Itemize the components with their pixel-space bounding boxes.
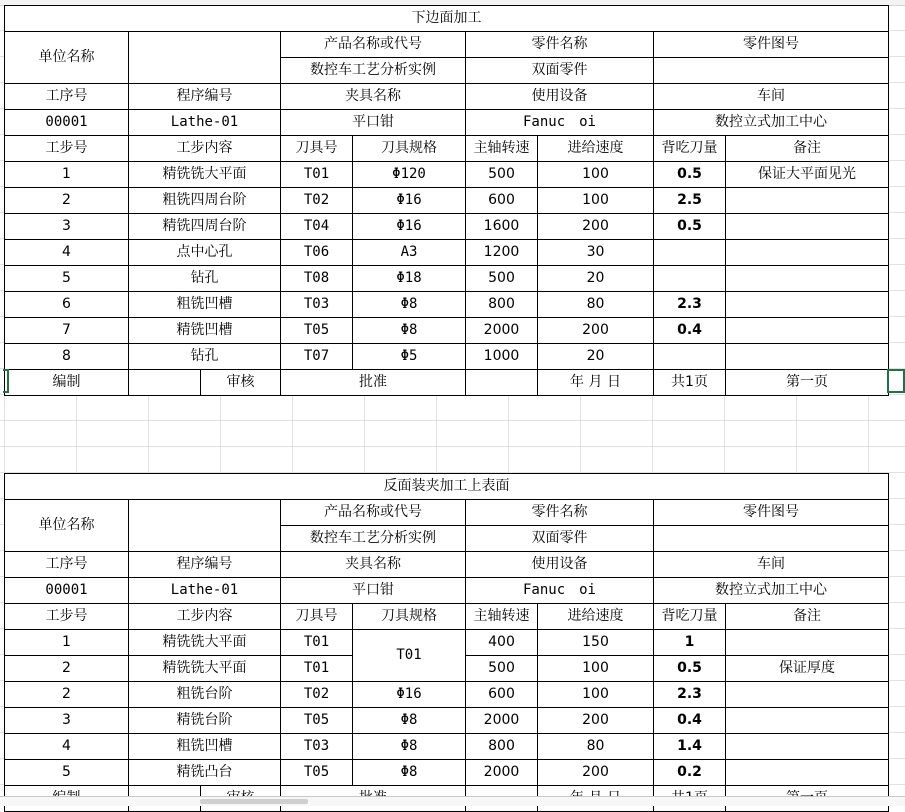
tool-spec[interactable]: Φ120 [353,162,466,188]
step-content[interactable]: 粗铣台阶 [129,682,281,708]
cut-depth[interactable]: 0.5 [654,656,726,682]
note[interactable] [726,214,889,240]
fixture-name-value[interactable]: 平口钳 [281,110,466,136]
tool-no[interactable]: T02 [281,682,353,708]
spindle-speed[interactable]: 2000 [466,318,538,344]
step-row [5,292,889,318]
cut-depth[interactable]: 1 [654,630,726,656]
step-no[interactable]: 6 [5,292,129,318]
tool-no[interactable]: T08 [281,266,353,292]
process-no-label[interactable]: 工序号 [5,552,129,578]
step-content[interactable]: 粗铣四周台阶 [129,188,281,214]
feed-rate[interactable]: 200 [538,760,654,786]
step-row [5,734,889,760]
fixture-name-label[interactable]: 夹具名称 [281,84,466,110]
note[interactable] [726,630,889,656]
cut-depth[interactable]: 2.3 [654,682,726,708]
equipment-value[interactable]: Fanuc oi [466,578,654,604]
selection-edge-left [3,369,9,393]
spindle-speed[interactable]: 500 [466,266,538,292]
step-no[interactable]: 4 [5,734,129,760]
step-no[interactable]: 5 [5,760,129,786]
process-no-value[interactable]: 00001 [5,110,129,136]
step-no[interactable]: 1 [5,162,129,188]
step-no-header[interactable]: 工步号 [5,604,129,630]
feed-rate[interactable]: 20 [538,266,654,292]
program-no-label[interactable]: 程序编号 [129,84,281,110]
tool-no[interactable]: T06 [281,240,353,266]
tool-no[interactable]: T07 [281,344,353,370]
step-content[interactable]: 点中心孔 [129,240,281,266]
step-content[interactable]: 钻孔 [129,266,281,292]
part-name-value[interactable]: 双面零件 [466,526,654,552]
cut-depth[interactable] [654,344,726,370]
tool-spec[interactable]: Φ16 [353,214,466,240]
tool-spec-header[interactable]: 刀具规格 [353,136,466,162]
tool-spec[interactable]: Φ8 [353,292,466,318]
tool-no[interactable]: T01 [281,162,353,188]
compiled-by-value[interactable] [129,370,201,396]
spindle-speed[interactable]: 400 [466,630,538,656]
product-name-value[interactable]: 数控车工艺分析实例 [281,58,466,84]
part-name-value[interactable]: 双面零件 [466,58,654,84]
step-header-row [5,604,889,630]
header-row-4 [5,578,889,604]
tool-no[interactable]: T04 [281,214,353,240]
spindle-speed[interactable]: 500 [466,656,538,682]
cut-depth[interactable] [654,266,726,292]
feed-rate[interactable]: 20 [538,344,654,370]
spindle-speed[interactable]: 2000 [466,760,538,786]
step-no[interactable]: 7 [5,318,129,344]
header-row-4 [5,110,889,136]
step-row [5,760,889,786]
part-name-label[interactable]: 零件名称 [466,32,654,58]
card-title[interactable]: 反面装夹加工上表面 [5,474,889,500]
feed-rate[interactable]: 200 [538,214,654,240]
step-row [5,240,889,266]
tool-no[interactable]: T03 [281,734,353,760]
scrollbar-thumb[interactable] [200,799,308,804]
cut-depth[interactable] [654,240,726,266]
step-content[interactable]: 精铣铣大平面 [129,162,281,188]
step-content[interactable]: 钻孔 [129,344,281,370]
fixture-name-label[interactable]: 夹具名称 [281,552,466,578]
feed-rate[interactable]: 150 [538,630,654,656]
step-content[interactable]: 粗铣凹槽 [129,292,281,318]
process-no-label[interactable]: 工序号 [5,84,129,110]
step-header-row [5,136,889,162]
note-header[interactable]: 备注 [726,136,889,162]
spindle-speed[interactable]: 2000 [466,708,538,734]
spindle-speed-header[interactable]: 主轴转速 [466,604,538,630]
tool-spec[interactable]: Φ8 [353,760,466,786]
tool-spec[interactable]: Φ16 [353,682,466,708]
process-card-1 [4,5,889,396]
feed-rate[interactable]: 100 [538,682,654,708]
feed-rate[interactable]: 200 [538,708,654,734]
cut-depth[interactable]: 1.4 [654,734,726,760]
note[interactable] [726,682,889,708]
tool-spec[interactable]: Φ8 [353,734,466,760]
cut-depth[interactable]: 0.5 [654,214,726,240]
note-header[interactable]: 备注 [726,604,889,630]
part-drawing-no-value[interactable] [654,526,889,552]
note[interactable] [726,240,889,266]
approved-by-label[interactable]: 批准 [281,370,466,396]
tool-no[interactable]: T01 [281,656,353,682]
tool-no[interactable]: T03 [281,292,353,318]
spindle-speed[interactable]: 600 [466,188,538,214]
fixture-name-value[interactable]: 平口钳 [281,578,466,604]
note[interactable] [726,318,889,344]
feed-rate[interactable]: 100 [538,162,654,188]
unit-name-value[interactable] [129,500,281,552]
program-no-label[interactable]: 程序编号 [129,552,281,578]
feed-rate[interactable]: 80 [538,292,654,318]
workshop-label[interactable]: 车间 [654,84,889,110]
feed-rate[interactable]: 100 [538,188,654,214]
step-row [5,188,889,214]
cut-depth[interactable]: 0.4 [654,318,726,344]
note[interactable] [726,734,889,760]
note[interactable] [726,266,889,292]
step-row [5,344,889,370]
footer-row [5,370,889,396]
approved-by-value[interactable] [466,370,538,396]
card-title-row [5,474,889,500]
process-card-2 [4,473,889,812]
tool-no[interactable]: T05 [281,708,353,734]
tool-no[interactable]: T01 [281,630,353,656]
cut-depth[interactable]: 0.5 [654,162,726,188]
step-no-header[interactable]: 工步号 [5,136,129,162]
step-row [5,162,889,188]
step-no[interactable]: 2 [5,656,129,682]
header-row-1 [5,500,889,526]
reviewed-by-label[interactable]: 审核 [201,370,281,396]
step-row [5,266,889,292]
step-no[interactable]: 4 [5,240,129,266]
note[interactable] [726,760,889,786]
tool-spec[interactable]: Φ8 [353,708,466,734]
step-no[interactable]: 1 [5,630,129,656]
step-row [5,708,889,734]
step-row [5,682,889,708]
program-no-value[interactable]: Lathe-01 [129,578,281,604]
feed-rate[interactable]: 200 [538,318,654,344]
process-no-value[interactable]: 00001 [5,578,129,604]
product-name-label[interactable]: 产品名称或代号 [281,500,466,526]
unit-name-label[interactable]: 单位名称 [5,500,129,552]
step-no[interactable]: 2 [5,188,129,214]
total-pages[interactable]: 共1页 [654,370,726,396]
step-content[interactable]: 精铣台阶 [129,708,281,734]
spindle-speed[interactable]: 800 [466,292,538,318]
step-content-header[interactable]: 工步内容 [129,604,281,630]
cut-depth[interactable]: 2.3 [654,292,726,318]
tool-no-header[interactable]: 刀具号 [281,604,353,630]
step-content-header[interactable]: 工步内容 [129,136,281,162]
step-row [5,630,889,656]
spindle-speed[interactable]: 1200 [466,240,538,266]
part-name-label[interactable]: 零件名称 [466,500,654,526]
tool-spec[interactable]: Φ8 [353,318,466,344]
step-no[interactable]: 5 [5,266,129,292]
tool-no[interactable]: T05 [281,318,353,344]
card-title-row [5,6,889,32]
part-drawing-no-label[interactable]: 零件图号 [654,32,889,58]
page-number[interactable]: 第一页 [726,370,889,396]
feed-rate-header[interactable]: 进给速度 [538,604,654,630]
step-content[interactable]: 精铣四周台阶 [129,214,281,240]
feed-rate[interactable]: 80 [538,734,654,760]
note[interactable] [726,188,889,214]
spindle-speed[interactable]: 600 [466,682,538,708]
part-drawing-no-label[interactable]: 零件图号 [654,500,889,526]
spindle-speed-header[interactable]: 主轴转速 [466,136,538,162]
tool-spec[interactable]: Φ18 [353,266,466,292]
workshop-label[interactable]: 车间 [654,552,889,578]
step-row [5,318,889,344]
step-no[interactable]: 8 [5,344,129,370]
program-no-value[interactable]: Lathe-01 [129,110,281,136]
workshop-value[interactable]: 数控立式加工中心 [654,110,889,136]
tool-spec-header[interactable]: 刀具规格 [353,604,466,630]
step-content[interactable]: 精铣铣大平面 [129,630,281,656]
step-content[interactable]: 精铣凸台 [129,760,281,786]
cut-depth-header[interactable]: 背吃刀量 [654,136,726,162]
spindle-speed[interactable]: 800 [466,734,538,760]
part-drawing-no-value[interactable] [654,58,889,84]
workshop-value[interactable]: 数控立式加工中心 [654,578,889,604]
equipment-label[interactable]: 使用设备 [466,552,654,578]
tool-no-header[interactable]: 刀具号 [281,136,353,162]
note[interactable] [726,292,889,318]
equipment-label[interactable]: 使用设备 [466,84,654,110]
step-no[interactable]: 3 [5,708,129,734]
step-content[interactable]: 粗铣凹槽 [129,734,281,760]
header-row-3 [5,84,889,110]
tool-spec-merged[interactable]: T01 [353,630,466,682]
cut-depth[interactable]: 2.5 [654,188,726,214]
spindle-speed[interactable]: 1000 [466,344,538,370]
tool-spec[interactable]: A3 [353,240,466,266]
cut-depth[interactable]: 0.4 [654,708,726,734]
unit-name-value[interactable] [129,32,281,84]
date-field[interactable]: 年 月 日 [538,370,654,396]
step-no[interactable]: 3 [5,214,129,240]
compiled-by-label[interactable]: 编制 [5,370,129,396]
spindle-speed[interactable]: 1600 [466,214,538,240]
header-row-1 [5,32,889,58]
feed-rate[interactable]: 30 [538,240,654,266]
selection-edge-right [887,369,905,393]
equipment-value[interactable]: Fanuc oi [466,110,654,136]
unit-name-label[interactable]: 单位名称 [5,32,129,84]
note[interactable] [726,344,889,370]
step-row [5,214,889,240]
step-content[interactable]: 精铣铣大平面 [129,656,281,682]
tool-no[interactable]: T02 [281,188,353,214]
note[interactable]: 保证厚度 [726,656,889,682]
note[interactable]: 保证大平面见光 [726,162,889,188]
header-row-3 [5,552,889,578]
step-no[interactable]: 2 [5,682,129,708]
note[interactable] [726,708,889,734]
spindle-speed[interactable]: 500 [466,162,538,188]
feed-rate[interactable]: 100 [538,656,654,682]
product-name-value[interactable]: 数控车工艺分析实例 [281,526,466,552]
card-title[interactable]: 下边面加工 [5,6,889,32]
cut-depth-header[interactable]: 背吃刀量 [654,604,726,630]
product-name-label[interactable]: 产品名称或代号 [281,32,466,58]
tool-no[interactable]: T05 [281,760,353,786]
tool-spec[interactable]: Φ16 [353,188,466,214]
tool-spec[interactable]: Φ5 [353,344,466,370]
step-content[interactable]: 精铣凹槽 [129,318,281,344]
feed-rate-header[interactable]: 进给速度 [538,136,654,162]
cut-depth[interactable]: 0.2 [654,760,726,786]
